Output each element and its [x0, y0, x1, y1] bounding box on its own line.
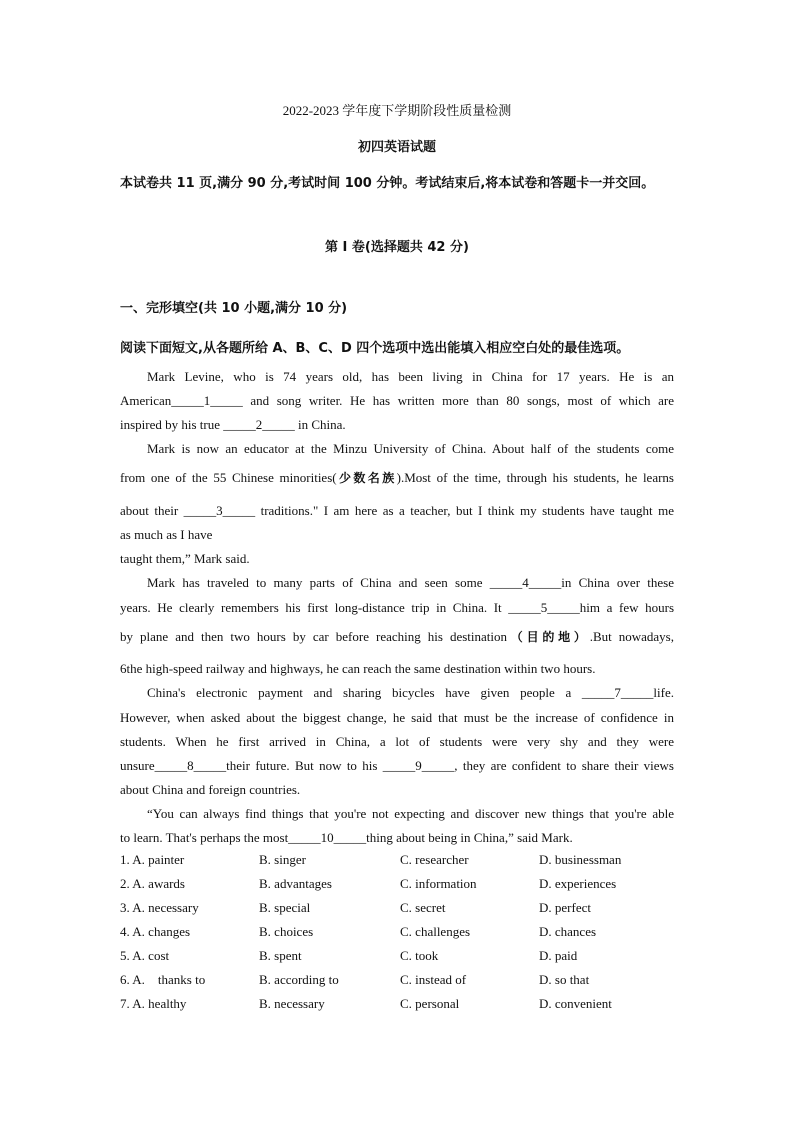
passage-line: unsure_____8_____their future. But now to his _____9_____, they are confident to share their views — [120, 758, 674, 773]
option-row — [120, 876, 680, 900]
passage-line: Mark Levine, who is 74 years old, has been living in China for 17 years. He is an — [147, 369, 674, 384]
passage-line: about their _____3_____ traditions." I am here as a teacher, but I think my students have taught me — [120, 503, 674, 518]
passage-line: American_____1_____ and song writer. He has written more than 80 songs, most of which are — [120, 393, 674, 408]
option-c[interactable]: C. secret — [400, 900, 446, 915]
option-b[interactable]: B. choices — [259, 924, 314, 939]
option-d[interactable]: D. convenient — [539, 996, 612, 1011]
answer-options — [120, 852, 680, 1020]
option-d[interactable]: D. chances — [539, 924, 597, 939]
option-c[interactable]: C. personal — [400, 996, 460, 1011]
option-a[interactable]: 4. A. changes — [120, 924, 191, 939]
passage-line: inspired by his true _____2_____ in China. — [120, 417, 346, 432]
option-row — [120, 924, 680, 948]
passage-line: taught them,” Mark said. — [120, 551, 250, 566]
passage-line: Mark is now an educator at the Minzu University of China. About half of the students come — [147, 441, 674, 456]
option-d[interactable]: D. paid — [539, 948, 578, 963]
passage-line: However, when asked about the biggest change, he said that must be the increase of confidence in — [120, 710, 674, 725]
option-c[interactable]: C. information — [400, 876, 477, 891]
passage-line: from one of the 55 Chinese minorities(少数名族).Most of the time, through his students, he learns — [120, 470, 674, 485]
option-row — [120, 972, 680, 996]
option-c[interactable]: C. took — [400, 948, 439, 963]
option-a[interactable]: 6. A. thanks to — [120, 972, 206, 987]
option-a[interactable]: 5. A. cost — [120, 948, 170, 963]
option-b[interactable]: B. singer — [259, 852, 306, 867]
exam-title — [0, 100, 794, 119]
section-instruction: 阅读下面短文,从各题所给 A、B、C、D 四个选项中选出能填入相应空白处的最佳选项。 — [120, 341, 630, 356]
passage-line: 6the high-speed railway and highways, he can reach the same destination within two hours. — [120, 661, 596, 676]
exam-intro: 本试卷共 11 页,满分 90 分,考试时间 100 分钟。考试结束后,将本试卷和答题卡一并交回。 — [120, 176, 655, 191]
exam-title-text: 2022-2023 学年度下学期阶段性质量检测 — [282, 103, 512, 118]
option-row — [120, 996, 680, 1020]
option-row — [120, 852, 680, 876]
chinese-gloss: （目的地） — [507, 630, 590, 644]
option-b[interactable]: B. spent — [259, 948, 302, 963]
passage-line: students. When he first arrived in China, a lot of students were very shy and they were — [120, 734, 674, 749]
subject-title: 初四英语试题 — [357, 140, 436, 155]
option-row — [120, 948, 680, 972]
passage-line: China's electronic payment and sharing bicycles have given people a _____7_____life. — [147, 685, 674, 700]
passage-line: about China and foreign countries. — [120, 782, 301, 797]
option-d[interactable]: D. experiences — [539, 876, 617, 891]
passage-line: years. He clearly remembers his first long-distance trip in China. It _____5_____him a few hours — [120, 600, 674, 615]
option-b[interactable]: B. necessary — [259, 996, 325, 1011]
passage-line: to learn. That's perhaps the most_____10_____thing about being in China,” said Mark. — [120, 830, 573, 845]
option-d[interactable]: D. so that — [539, 972, 590, 987]
passage-line: Mark has traveled to many parts of China and seen some _____4_____in China over these — [147, 575, 674, 590]
option-c[interactable]: C. researcher — [400, 852, 469, 867]
part-title: 第 I 卷(选择题共 42 分) — [325, 240, 469, 255]
option-c[interactable]: C. instead of — [400, 972, 467, 987]
option-b[interactable]: B. special — [259, 900, 311, 915]
option-a[interactable]: 1. A. painter — [120, 852, 185, 867]
option-a[interactable]: 7. A. healthy — [120, 996, 187, 1011]
option-b[interactable]: B. advantages — [259, 876, 332, 891]
option-d[interactable]: D. businessman — [539, 852, 622, 867]
chinese-gloss: 少数名族 — [336, 471, 397, 485]
option-row — [120, 900, 680, 924]
option-a[interactable]: 2. A. awards — [120, 876, 185, 891]
section-heading: 一、完形填空(共 10 小题,满分 10 分) — [120, 301, 348, 316]
passage-line: “You can always find things that you're not expecting and discover new things that you're able — [147, 806, 674, 821]
passage-line: by plane and then two hours by car before reaching his destination（目的地）.But nowadays, — [120, 629, 674, 644]
option-a[interactable]: 3. A. necessary — [120, 900, 199, 915]
option-c[interactable]: C. challenges — [400, 924, 471, 939]
passage-line: as much as I have — [120, 527, 213, 542]
option-d[interactable]: D. perfect — [539, 900, 591, 915]
option-b[interactable]: B. according to — [259, 972, 339, 987]
